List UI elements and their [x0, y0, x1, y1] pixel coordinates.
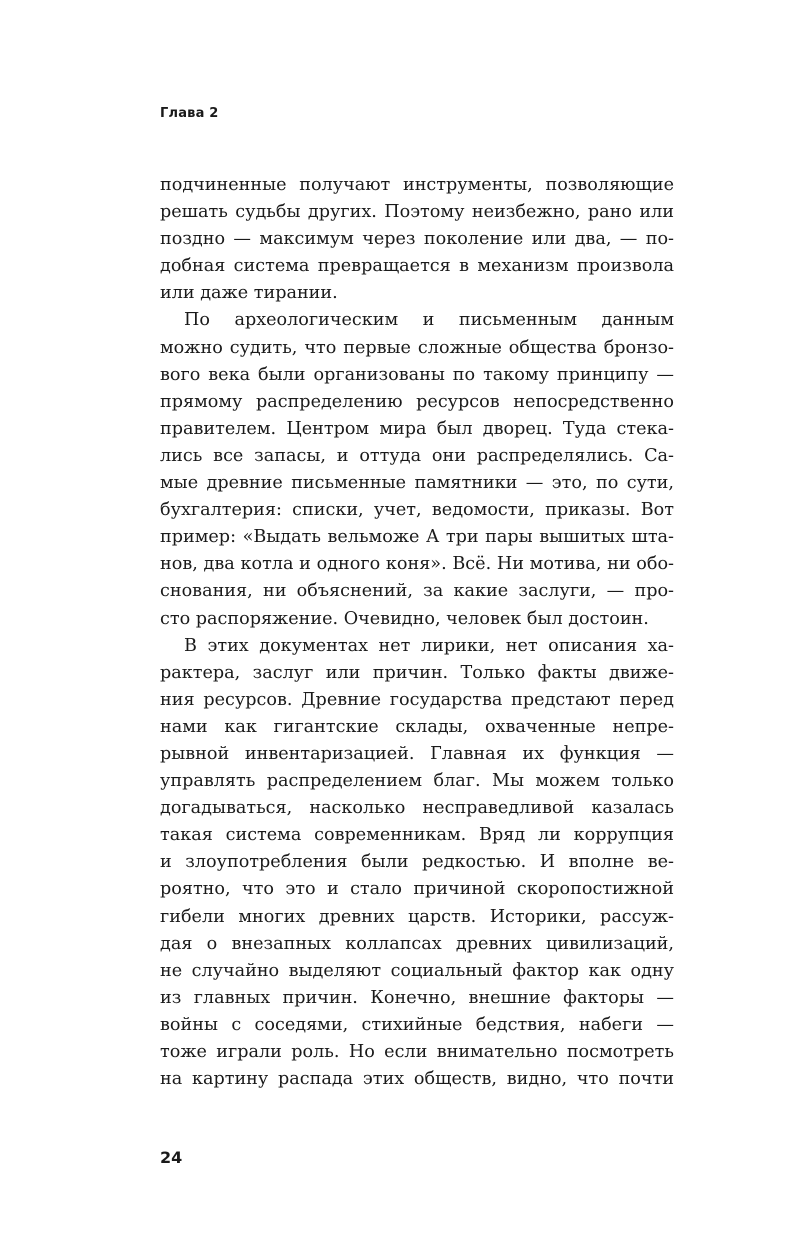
paragraph: [160, 172, 674, 307]
text-line: вого века были организованы по такому принципу —: [160, 364, 674, 385]
text-line: лись все запасы, и оттуда они распределялись. Са-: [160, 445, 674, 466]
text-line: пример: «Выдать вельможе А три пары вышитых шта-: [160, 527, 674, 548]
text-line: не случайно выделяют социальный фактор как одну: [160, 960, 674, 981]
text-line: тоже играли роль. Но если внимательно посмотреть: [160, 1042, 674, 1062]
text-line: правителем. Центром мира был дворец. Туда стека-: [160, 418, 674, 439]
text-line: или даже тирании.: [160, 283, 338, 304]
text-line: роятно, что это и стало причиной скоропостижной: [160, 879, 674, 900]
text-line: управлять распределением благ. Мы можем только: [160, 771, 674, 792]
text-line: снования, ни объяснений, за какие заслуги, — про-: [160, 581, 674, 602]
text-line: мые древние письменные памятники — это, по сути,: [160, 473, 674, 494]
body-text: [160, 172, 674, 1093]
text-line: из главных причин. Конечно, внешние факторы —: [160, 987, 674, 1008]
text-line: добная система превращается в механизм произвола: [160, 256, 674, 277]
text-line: подчиненные получают инструменты, позволяющие: [160, 175, 674, 195]
page-number: 24: [160, 1148, 183, 1167]
text-line: рактера, заслуг или причин. Только факты движе-: [160, 662, 674, 683]
text-line: на картину распада этих обществ, видно, что почти: [160, 1069, 674, 1090]
text-line: сто распоряжение. Очевидно, человек был достоин.: [160, 608, 649, 629]
text-line: поздно — максимум через поколение или два, — по-: [160, 229, 674, 250]
running-head: Глава 2: [160, 106, 219, 121]
text-line: По археологическим и письменным данным: [184, 310, 674, 331]
paragraph: [160, 307, 674, 632]
text-line: догадываться, насколько несправедливой казалась: [160, 798, 674, 819]
text-line: и злоупотребления были редкостью. И вполне ве-: [160, 852, 674, 873]
text-line: дая о внезапных коллапсах древних цивилизаций,: [160, 933, 674, 954]
text-line: нов, два котла и одного коня». Всё. Ни мотива, ни обо-: [160, 554, 674, 575]
text-line: такая система современникам. Вряд ли коррупция: [160, 825, 674, 846]
paragraph: [160, 633, 674, 1094]
text-line: В этих документах нет лирики, нет описания ха-: [184, 635, 674, 656]
text-line: можно судить, что первые сложные общества бронзо-: [160, 337, 674, 358]
text-line: гибели многих древних царств. Историки, рассуж-: [160, 906, 674, 927]
text-line: решать судьбы других. Поэтому неизбежно, рано или: [160, 202, 674, 223]
text-line: рывной инвентаризацией. Главная их функция —: [160, 743, 674, 764]
text-line: прямому распределению ресурсов непосредственно: [160, 391, 674, 412]
text-line: ния ресурсов. Древние государства предстают перед: [160, 689, 674, 710]
text-line: нами как гигантские склады, охваченные непре-: [160, 716, 674, 737]
text-line: бухгалтерия: списки, учет, ведомости, приказы. Вот: [160, 500, 674, 521]
text-line: войны с соседями, стихийные бедствия, набеги —: [160, 1014, 674, 1035]
